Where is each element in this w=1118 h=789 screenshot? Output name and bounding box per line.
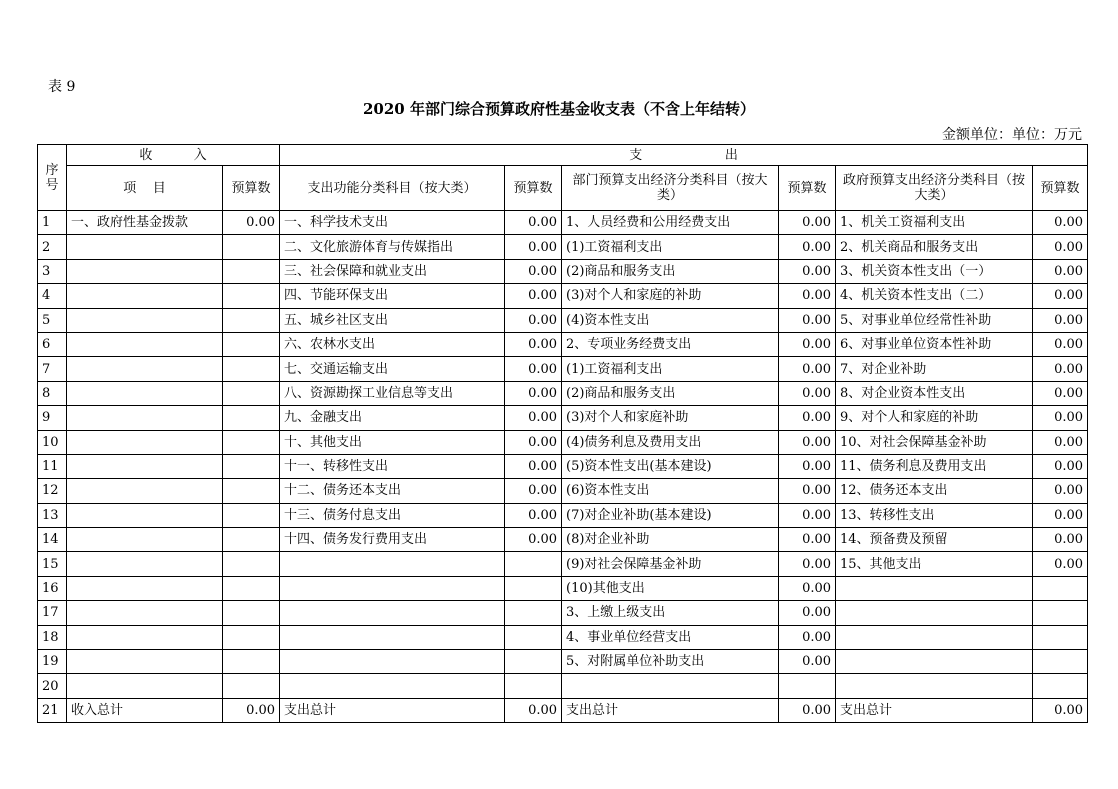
table-row <box>38 674 1088 698</box>
gov-amount: 0.00 <box>1033 454 1088 478</box>
row-seq: 10 <box>38 430 67 454</box>
gov-econ-item: 14、预备费及预留 <box>836 528 1033 552</box>
dept-amount: 0.00 <box>779 235 836 259</box>
func-class-item: 五、城乡社区支出 <box>280 308 505 332</box>
gov-econ-item: 2、机关商品和服务支出 <box>836 235 1033 259</box>
gov-amount <box>1033 674 1088 698</box>
income-item <box>67 430 223 454</box>
gov-econ-item: 5、对事业单位经常性补助 <box>836 308 1033 332</box>
func-amount: 0.00 <box>505 479 562 503</box>
dept-econ-item: (7)对企业补助(基本建设) <box>562 503 779 527</box>
gov-econ-item: 9、对个人和家庭的补助 <box>836 406 1033 430</box>
gov-econ-item: 12、债务还本支出 <box>836 479 1033 503</box>
dept-econ-item: (9)对社会保障基金补助 <box>562 552 779 576</box>
gov-amount <box>1033 601 1088 625</box>
income-item <box>67 650 223 674</box>
gov-amount: 0.00 <box>1033 381 1088 405</box>
income-amount <box>223 284 280 308</box>
income-amount <box>223 625 280 649</box>
row-seq: 6 <box>38 332 67 356</box>
dept-amount: 0.00 <box>779 406 836 430</box>
dept-econ-item <box>562 674 779 698</box>
func-amount <box>505 552 562 576</box>
income-item <box>67 308 223 332</box>
header-func-amount: 预算数 <box>505 166 562 211</box>
income-item <box>67 284 223 308</box>
gov-amount <box>1033 625 1088 649</box>
table-row <box>38 479 1088 503</box>
func-class-item: 十三、债务付息支出 <box>280 503 505 527</box>
table-row <box>38 601 1088 625</box>
income-amount <box>223 235 280 259</box>
func-class-item <box>280 552 505 576</box>
dept-amount: 0.00 <box>779 284 836 308</box>
dept-amount: 0.00 <box>779 698 836 722</box>
income-item <box>67 503 223 527</box>
func-class-item: 一、科学技术支出 <box>280 211 505 235</box>
func-class-item: 支出总计 <box>280 698 505 722</box>
dept-econ-item: (10)其他支出 <box>562 576 779 600</box>
func-class-item: 十一、转移性支出 <box>280 454 505 478</box>
table-row <box>38 503 1088 527</box>
income-item <box>67 235 223 259</box>
gov-amount: 0.00 <box>1033 284 1088 308</box>
income-item: 一、政府性基金拨款 <box>67 211 223 235</box>
func-class-item: 六、农林水支出 <box>280 332 505 356</box>
func-amount: 0.00 <box>505 430 562 454</box>
table-row <box>38 650 1088 674</box>
func-class-item: 四、节能环保支出 <box>280 284 505 308</box>
func-class-item: 十、其他支出 <box>280 430 505 454</box>
dept-amount: 0.00 <box>779 259 836 283</box>
dept-amount <box>779 674 836 698</box>
func-class-item: 十四、债务发行费用支出 <box>280 528 505 552</box>
income-item <box>67 406 223 430</box>
table-row <box>38 308 1088 332</box>
table-row <box>38 625 1088 649</box>
header-expense: 支 出 <box>280 145 1088 166</box>
func-amount <box>505 674 562 698</box>
income-amount <box>223 381 280 405</box>
gov-econ-item: 10、对社会保障基金补助 <box>836 430 1033 454</box>
income-item <box>67 381 223 405</box>
dept-econ-item: 1、人员经费和公用经费支出 <box>562 211 779 235</box>
table-row <box>38 211 1088 235</box>
income-item <box>67 528 223 552</box>
row-seq: 19 <box>38 650 67 674</box>
table-row <box>38 454 1088 478</box>
income-amount <box>223 454 280 478</box>
dept-amount: 0.00 <box>779 576 836 600</box>
func-class-item <box>280 576 505 600</box>
dept-econ-item: (2)商品和服务支出 <box>562 259 779 283</box>
func-amount: 0.00 <box>505 284 562 308</box>
income-item: 收入总计 <box>67 698 223 722</box>
gov-econ-item: 11、债务利息及费用支出 <box>836 454 1033 478</box>
dept-econ-item: (1)工资福利支出 <box>562 357 779 381</box>
income-item <box>67 332 223 356</box>
table-row <box>38 698 1088 722</box>
dept-amount: 0.00 <box>779 332 836 356</box>
table-row <box>38 430 1088 454</box>
func-class-item: 十二、债务还本支出 <box>280 479 505 503</box>
dept-amount: 0.00 <box>779 454 836 478</box>
income-item <box>67 625 223 649</box>
income-item <box>67 454 223 478</box>
dept-amount: 0.00 <box>779 552 836 576</box>
dept-amount: 0.00 <box>779 528 836 552</box>
gov-amount: 0.00 <box>1033 503 1088 527</box>
gov-econ-item <box>836 650 1033 674</box>
table-label: 表 9 <box>48 79 76 95</box>
dept-econ-item: 3、上缴上级支出 <box>562 601 779 625</box>
page-title: 2020 年部门综合预算政府性基金收支表（不含上年结转） <box>363 100 755 118</box>
func-class-item <box>280 625 505 649</box>
row-seq: 13 <box>38 503 67 527</box>
func-amount: 0.00 <box>505 332 562 356</box>
func-amount: 0.00 <box>505 454 562 478</box>
gov-econ-item <box>836 576 1033 600</box>
gov-econ-item: 4、机关资本性支出（二） <box>836 284 1033 308</box>
func-class-item <box>280 650 505 674</box>
gov-amount: 0.00 <box>1033 479 1088 503</box>
gov-amount: 0.00 <box>1033 211 1088 235</box>
func-class-item: 九、金融支出 <box>280 406 505 430</box>
func-amount: 0.00 <box>505 357 562 381</box>
income-item <box>67 601 223 625</box>
row-seq: 11 <box>38 454 67 478</box>
dept-amount: 0.00 <box>779 308 836 332</box>
income-amount <box>223 650 280 674</box>
func-amount <box>505 650 562 674</box>
gov-amount: 0.00 <box>1033 698 1088 722</box>
table-row <box>38 552 1088 576</box>
func-amount: 0.00 <box>505 503 562 527</box>
income-amount <box>223 259 280 283</box>
dept-econ-item: (3)对个人和家庭补助 <box>562 406 779 430</box>
income-amount <box>223 406 280 430</box>
func-class-item: 三、社会保障和就业支出 <box>280 259 505 283</box>
dept-econ-item: (2)商品和服务支出 <box>562 381 779 405</box>
gov-amount: 0.00 <box>1033 552 1088 576</box>
dept-econ-item: 4、事业单位经营支出 <box>562 625 779 649</box>
header-income-amount: 预算数 <box>223 166 280 211</box>
header-func-class: 支出功能分类科目（按大类） <box>280 166 505 211</box>
row-seq: 1 <box>38 211 67 235</box>
table-row <box>38 528 1088 552</box>
row-seq: 8 <box>38 381 67 405</box>
table-row <box>38 332 1088 356</box>
row-seq: 5 <box>38 308 67 332</box>
income-amount <box>223 576 280 600</box>
row-seq: 16 <box>38 576 67 600</box>
dept-econ-item: (6)资本性支出 <box>562 479 779 503</box>
income-item <box>67 576 223 600</box>
header-gov-econ: 政府预算支出经济分类科目（按大类） <box>836 166 1033 211</box>
func-amount <box>505 601 562 625</box>
func-amount: 0.00 <box>505 235 562 259</box>
income-item <box>67 357 223 381</box>
header-dept-econ: 部门预算支出经济分类科目（按大类） <box>562 166 779 211</box>
dept-amount: 0.00 <box>779 381 836 405</box>
dept-amount: 0.00 <box>779 625 836 649</box>
func-amount: 0.00 <box>505 381 562 405</box>
row-seq: 15 <box>38 552 67 576</box>
func-class-item: 八、资源勘探工业信息等支出 <box>280 381 505 405</box>
income-item <box>67 259 223 283</box>
gov-amount: 0.00 <box>1033 235 1088 259</box>
income-amount <box>223 674 280 698</box>
row-seq: 14 <box>38 528 67 552</box>
gov-econ-item <box>836 674 1033 698</box>
gov-econ-item: 8、对企业资本性支出 <box>836 381 1033 405</box>
gov-econ-item: 3、机关资本性支出（一） <box>836 259 1033 283</box>
income-amount <box>223 503 280 527</box>
row-seq: 18 <box>38 625 67 649</box>
dept-econ-item: (3)对个人和家庭的补助 <box>562 284 779 308</box>
gov-amount: 0.00 <box>1033 406 1088 430</box>
budget-table <box>37 144 1088 723</box>
income-amount: 0.00 <box>223 211 280 235</box>
income-amount <box>223 552 280 576</box>
gov-amount: 0.00 <box>1033 259 1088 283</box>
table-row <box>38 406 1088 430</box>
income-amount <box>223 430 280 454</box>
table-row <box>38 259 1088 283</box>
gov-econ-item <box>836 625 1033 649</box>
func-amount: 0.00 <box>505 406 562 430</box>
row-seq: 7 <box>38 357 67 381</box>
dept-amount: 0.00 <box>779 650 836 674</box>
row-seq: 21 <box>38 698 67 722</box>
row-seq: 3 <box>38 259 67 283</box>
dept-econ-item: 5、对附属单位补助支出 <box>562 650 779 674</box>
gov-amount: 0.00 <box>1033 357 1088 381</box>
func-class-item <box>280 601 505 625</box>
gov-amount: 0.00 <box>1033 308 1088 332</box>
gov-econ-item: 6、对事业单位资本性补助 <box>836 332 1033 356</box>
dept-amount: 0.00 <box>779 601 836 625</box>
header-seq: 序号 <box>38 145 67 211</box>
dept-econ-item: (8)对企业补助 <box>562 528 779 552</box>
func-amount: 0.00 <box>505 308 562 332</box>
income-amount <box>223 308 280 332</box>
func-amount <box>505 625 562 649</box>
dept-amount: 0.00 <box>779 211 836 235</box>
unit-label: 金额单位：单位：万元 <box>942 127 1082 143</box>
income-amount <box>223 357 280 381</box>
income-item <box>67 552 223 576</box>
func-amount: 0.00 <box>505 528 562 552</box>
income-amount: 0.00 <box>223 698 280 722</box>
income-amount <box>223 601 280 625</box>
gov-econ-item: 支出总计 <box>836 698 1033 722</box>
header-dept-amount: 预算数 <box>779 166 836 211</box>
header-income: 收 入 <box>67 145 280 166</box>
gov-amount <box>1033 576 1088 600</box>
dept-econ-item: (1)工资福利支出 <box>562 235 779 259</box>
row-seq: 20 <box>38 674 67 698</box>
gov-econ-item: 7、对企业补助 <box>836 357 1033 381</box>
dept-econ-item: (4)债务利息及费用支出 <box>562 430 779 454</box>
row-seq: 9 <box>38 406 67 430</box>
row-seq: 2 <box>38 235 67 259</box>
gov-amount <box>1033 650 1088 674</box>
func-amount <box>505 576 562 600</box>
income-item <box>67 479 223 503</box>
gov-econ-item: 13、转移性支出 <box>836 503 1033 527</box>
func-amount: 0.00 <box>505 698 562 722</box>
income-amount <box>223 332 280 356</box>
func-class-item: 七、交通运输支出 <box>280 357 505 381</box>
dept-econ-item: (5)资本性支出(基本建设) <box>562 454 779 478</box>
row-seq: 12 <box>38 479 67 503</box>
gov-amount: 0.00 <box>1033 528 1088 552</box>
table-row <box>38 235 1088 259</box>
gov-amount: 0.00 <box>1033 430 1088 454</box>
income-amount <box>223 528 280 552</box>
header-gov-amount: 预算数 <box>1033 166 1088 211</box>
table-row <box>38 284 1088 308</box>
dept-amount: 0.00 <box>779 479 836 503</box>
row-seq: 17 <box>38 601 67 625</box>
header-income-item: 项 目 <box>67 166 223 211</box>
gov-econ-item <box>836 601 1033 625</box>
gov-econ-item: 1、机关工资福利支出 <box>836 211 1033 235</box>
dept-amount: 0.00 <box>779 503 836 527</box>
row-seq: 4 <box>38 284 67 308</box>
dept-econ-item: 支出总计 <box>562 698 779 722</box>
income-amount <box>223 479 280 503</box>
func-amount: 0.00 <box>505 211 562 235</box>
gov-econ-item: 15、其他支出 <box>836 552 1033 576</box>
dept-econ-item: (4)资本性支出 <box>562 308 779 332</box>
func-class-item: 二、文化旅游体育与传媒指出 <box>280 235 505 259</box>
gov-amount: 0.00 <box>1033 332 1088 356</box>
dept-amount: 0.00 <box>779 430 836 454</box>
income-item <box>67 674 223 698</box>
dept-amount: 0.00 <box>779 357 836 381</box>
dept-econ-item: 2、专项业务经费支出 <box>562 332 779 356</box>
func-class-item <box>280 674 505 698</box>
table-row <box>38 381 1088 405</box>
func-amount: 0.00 <box>505 259 562 283</box>
table-row <box>38 357 1088 381</box>
table-row <box>38 576 1088 600</box>
